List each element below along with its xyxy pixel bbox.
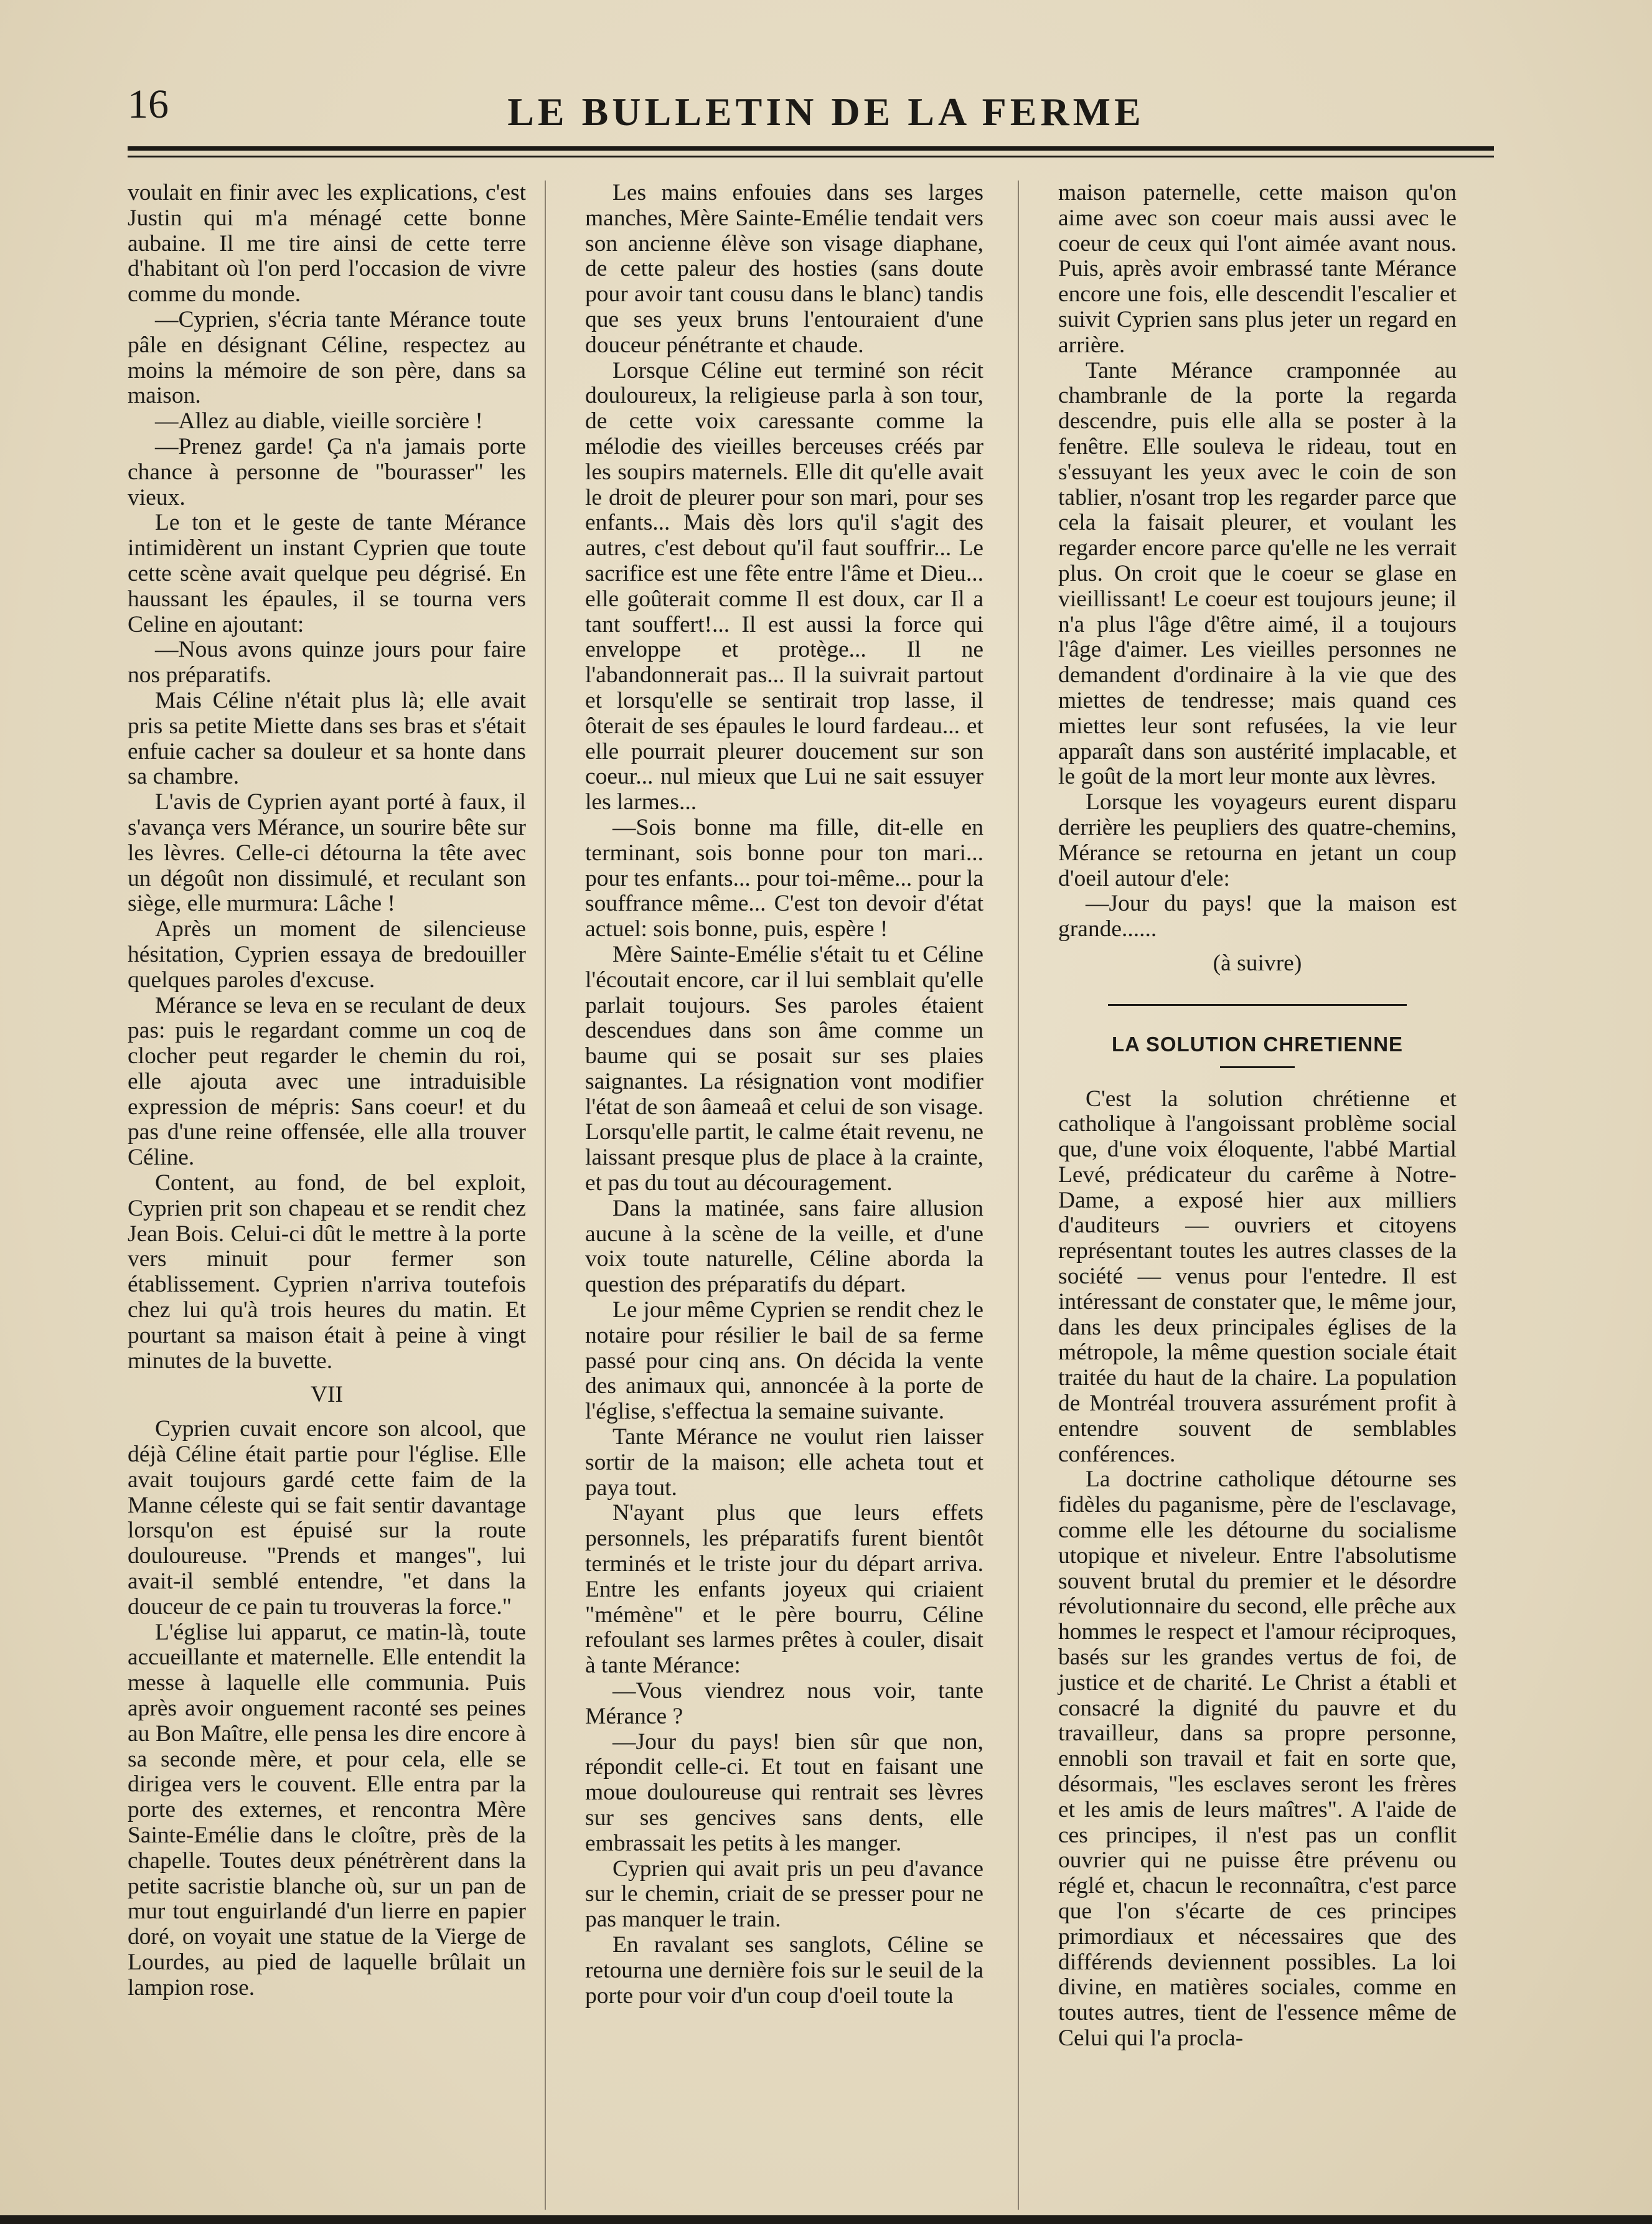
article-separator (1108, 1004, 1407, 1006)
paragraph: Mère Sainte-Emélie s'était tu et Céline l'écoutait encore, car il lui semblait qu'elle parlait toujours. Ses paroles étaient descendues dans son âme comme un baume qui se posait sur ses plaies saignantes. La résignation vont modifier l'état de son âameaâ et celui de son visage. Lorsqu'elle partit, le calme était revenu, ne laissant presque plus de place à la crainte, et pas du tout au découragement. (585, 941, 983, 1196)
paragraph: Content, au fond, de bel exploit, Cyprien prit son chapeau et se rendit chez Jean Bois. Celui-ci dût le mettre à la porte vers minuit pour fermer son établissement. Cyprien n'arriva toutefois chez lui qu'à trois heures du matin. Et pourtant sa maison était à peine à vingt minutes de la buvette. (128, 1170, 526, 1374)
paragraph: maison paternelle, cette maison qu'on aime avec son coeur mais aussi avec le coeur de ceux qui l'ont aimée avant nous. Puis, après avoir embrassé tante Mérance encore une fois, elle descendit l'escalier et suivit Cyprien sans plus jeter un regard en arrière. (1058, 180, 1457, 358)
paragraph: En ravalant ses sanglots, Céline se retourna une dernière fois sur le seuil de la porte pour voir d'un coup d'oeil toute la (585, 1931, 983, 2009)
paragraph: Cyprien cuvait encore son alcool, que déjà Céline était partie pour l'église. Elle avait toujours gardé cette faim de la Manne céleste qui se fait sentir davantage lorsqu'on est épuisé sur la route douloureuse. "Prends et manges", lui avait-il semblé entendre, "et dans la douceur de ce pain tu trouveras la force." (128, 1416, 526, 1620)
paragraph: —Nous avons quinze jours pour faire nos préparatifs. (128, 637, 526, 688)
column-1 (128, 181, 526, 2001)
column-3 (1058, 181, 1457, 2052)
paragraph: Les mains enfouies dans ses larges manches, Mère Sainte-Emélie tendait vers son ancienne élève son visage diaphane, de cette paleur des hosties (sans doute pour avoir tant cousu dans le blanc) tandis que ses yeux bruns l'entouraient d'une douceur pénétrante et chaude. (585, 180, 983, 358)
paragraph: Cyprien qui avait pris un peu d'avance sur le chemin, criait de se presser pour ne pas manquer le train. (585, 1856, 983, 1933)
paragraph: N'ayant plus que leurs effets personnels, les préparatifs furent bientôt terminés et le triste jour du départ arriva. Entre les enfants joyeux qui criaient "mémène" et le père bourru, Céline refoulant ses larmes prêtes à couler, disait à tante Mérance: (585, 1500, 983, 1679)
paragraph: Le jour même Cyprien se rendit chez le notaire pour résilier le bail de sa ferme passé pour cinq ans. On décida la vente des animaux qui, annoncée à la porte de l'église, s'effectua la semaine suivante. (585, 1297, 983, 1425)
paragraph: Lorsque Céline eut terminé son récit douloureux, la religieuse parla à son tour, de cette voix caressante comme la mélodie des vieilles berceuses créés par les soupirs maternels. Elle dit qu'elle avait le droit de pleurer pour son mari, pour ses enfants... Mais dès lors qu'il s'agit des autres, c'est debout qu'il faut souffrir... Le sacrifice est une fête entre l'âme et Dieu... elle goûterait comme Il est doux, car Il a tant souffert!... Il est aussi la force qui enveloppe et protège... Il ne l'abandonnerait pas... Il la suivrait partout et lorsqu'elle se sentirait trop lasse, il ôterait de ses épaules le lourd fardeau... et elle pourrait pleurer doucement sur son coeur... nul mieux que Lui ne sait essuyer les larmes... (585, 357, 983, 815)
header-rule-thick (128, 146, 1494, 151)
to-be-continued: (à suivre) (1213, 950, 1302, 976)
page-bottom-edge (0, 2215, 1652, 2224)
paragraph: Après un moment de silencieuse hésitation, Cyprien essaya de bredouiller quelques paroles d'excuse. (128, 916, 526, 993)
page-number: 16 (128, 82, 169, 127)
paragraph: Le ton et le geste de tante Mérance intimidèrent un instant Cyprien que toute cette scène avait quelque peu dégrisé. En haussant les épaules, il se tourna vers Celine en ajoutant: (128, 510, 526, 637)
article-heading: LA SOLUTION CHRETIENNE (1111, 1032, 1404, 1056)
paragraph: La doctrine catholique détourne ses fidèles du paganisme, père de l'esclavage, comme elle les détourne du socialisme utopique et niveleur. Entre l'absolutisme souvent brutal du premier et le désordre révolutionnaire du second, elle prêche aux hommes le respect et l'amour réciproques, basés sur les grandes vertus de foi, de justice et de charité. Le Christ a établi et consacré la dignité du pauvre et du travailleur, dans sa propre personne, ennobli son travail et fait en sorte que, désormais, "les esclaves seront les frères et les amis de leurs maîtres". A l'aide de ces principes, il n'est pas un conflit ouvrier qui ne puisse être prévenu ou réglé et, chacun le reconnaîtra, c'est parce que l'on s'écarte de ces principes primordiaux et nécessaires que des différends deviennent possibles. La loi divine, en matières sociales, comme en toutes autres, tient de l'essence même de Celui qui l'a procla- (1058, 1466, 1457, 2051)
paragraph: —Jour du pays! bien sûr que non, répondit celle-ci. Et tout en faisant une moue douloureuse qui rentrait ses lèvres sur ses gencives sans dents, elle embrassait les petits à les manger. (585, 1729, 983, 1856)
paragraph: Lorsque les voyageurs eurent disparu derrière les peupliers des quatre-chemins, Mérance se retourna en jetant un coup d'oeil autour d'ele: (1058, 789, 1457, 891)
paragraph: L'avis de Cyprien ayant porté à faux, il s'avança vers Mérance, un sourire bête sur les lèvres. Celle-ci détourna la tête avec un dégoût non dissimulé, et reculant son siège, elle murmura: Lâche ! (128, 789, 526, 917)
paragraph: voulait en finir avec les explications, c'est Justin qui m'a ménagé cette bonne aubaine. Il me tire ainsi de cette terre d'habitant où l'on perd l'occasion de vivre comme du monde. (128, 180, 526, 307)
paragraph: —Sois bonne ma fille, dit-elle en terminant, sois bonne pour ton mari... pour tes enfants... pour toi-même... pour la souffrance même... C'est ton devoir d'état actuel: sois bonne, puis, espère ! (585, 814, 983, 942)
paragraph: —Vous viendrez nous voir, tante Mérance ? (585, 1678, 983, 1729)
paragraph: Tante Mérance ne voulut rien laisser sortir de la maison; elle acheta tout et paya tout. (585, 1424, 983, 1501)
paragraph: —Allez au diable, vieille sorcière ! (155, 408, 483, 434)
column-divider-2 (1018, 181, 1019, 2210)
paragraph: Dans la matinée, sans faire allusion aucune à la scène de la veille, et d'une voix toute naturelle, Céline aborda la question des préparatifs du départ. (585, 1195, 983, 1298)
chapter-number: VII (310, 1382, 344, 1408)
paragraph: —Cyprien, s'écria tante Mérance toute pâle en désignant Céline, respectez au moins la mémoire de son père, dans sa maison. (128, 306, 526, 409)
column-divider-1 (545, 181, 546, 2210)
heading-underline (1220, 1066, 1295, 1068)
paragraph: Tante Mérance cramponnée au chambranle de la porte la regarda descendre, puis elle alla se poster à la fenêtre. Elle souleva le rideau, tout en s'essuyant les yeux avec le coin de son tablier, n'osant trop les regarder parce que cela la faisait pleurer, et voulant les regarder encore parce qu'elle ne les verrait plus. On croit que le coeur se glase en vieillissant! Le coeur est toujours jeune; il n'a plus l'âge d'être aimé, il a toujours l'âge d'aimer. Les vieilles personnes ne demandent d'ordinaire à la vie que des miettes de tendresse; mais quand ces miettes leur sont refusées, la vie leur apparaît dans son austérité implacable, et le goût de la mort leur monte aux lèvres. (1058, 357, 1457, 790)
paragraph: Mais Céline n'était plus là; elle avait pris sa petite Miette dans ses bras et s'était enfuie cacher sa douleur et sa honte dans sa chambre. (128, 687, 526, 790)
column-2 (585, 181, 983, 2009)
header-rule-thin (128, 156, 1494, 157)
paragraph: Mérance se leva en se reculant de deux pas: puis le regardant comme un coq de clocher peut regarder le chemin du roi, elle ajouta avec une intraduisible expression de mépris: Sans coeur! et du pas d'une reine offensée, elle alla trouver Céline. (128, 992, 526, 1171)
paragraph: L'église lui apparut, ce matin-là, toute accueillante et maternelle. Elle entendit la messe à laquelle elle communia. Puis après avoir onguement raconté ses peines au Bon Maître, elle pensa les dire encore à sa seconde mère, et pour cela, elle se dirigea vers le couvent. Elle entra par la porte des externes, et rencontra Mère Sainte-Emélie dans le cloître, près de la chapelle. Toutes deux pénétrèrent dans la petite sacristie blanche où, sur un pan de mur tout enguirlandé d'un lierre en papier doré, on voyait une statue de la Vierge de Lourdes, au pied de laquelle brûlait un lampion rose. (128, 1619, 526, 2001)
paragraph: —Jour du pays! que la maison est grande...... (1058, 891, 1457, 942)
masthead-title: LE BULLETIN DE LA FERME (507, 90, 1145, 134)
paragraph: —Prenez garde! Ça n'a jamais porte chance à personne de "bourasser" les vieux. (128, 433, 526, 510)
paragraph: C'est la solution chrétienne et catholique à l'angoissant problème social que, d'une voix éloquente, l'abbé Martial Levé, prédicateur du carême à Notre-Dame, a exposé hier aux milliers d'auditeurs — ouvriers et citoyens représentant toutes les autres classes de la société — venus pour l'entedre. Il est intéressant de constater que, le même jour, dans les deux principales églises de la métropole, la même question sociale était traitée du haut de la chaire. La population de Montréal trouvera assurément profit à entendre souvent de semblables conférences. (1058, 1086, 1457, 1467)
